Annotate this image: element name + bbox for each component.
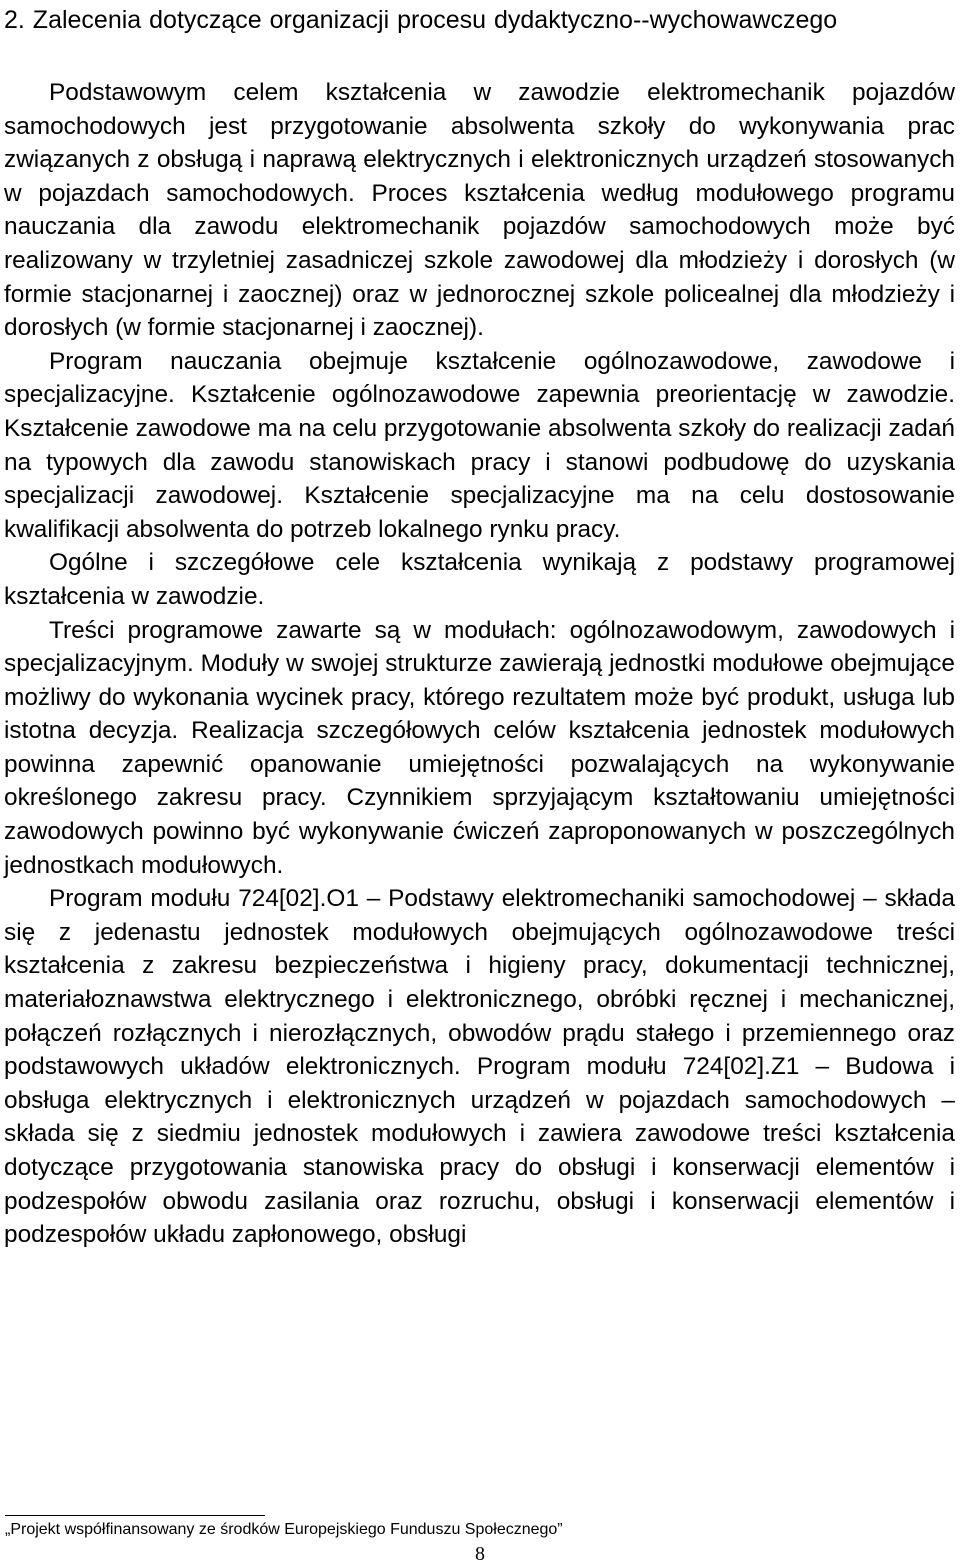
paragraph: Program nauczania obejmuje kształcenie ogólnozawodowe, zawodowe i specjalizacyjne. Kształcenie ogólnozawodowe zapewnia preorientację w zawodzie. Kształcenie zawodowe ma na celu przygotowanie absolwenta szkoły do realizacji zadań na typowych dla zawodu stanowiskach pracy i stanowi podbudowę do uzyskania specjalizacji zawodowej. Kształcenie specjalizacyjne ma na celu dostosowanie kwalifikacji absolwenta do potrzeb lokalnego rynku pracy. [4, 347, 955, 543]
document-page [4, 0, 955, 1252]
footer-divider [5, 1515, 265, 1516]
document-body [4, 76, 955, 1252]
paragraph: Podstawowym celem kształcenia w zawodzie elektromechanik pojazdów samochodowych jest przygotowanie absolwenta szkoły do wykonywania prac związanych z obsługą i naprawą elektrycznych i elektronicznych urządzeń stosowanych w pojazdach samochodowych. Proces kształcenia według modułowego programu nauczania dla zawodu elektromechanik pojazdów samochodowych może być realizowany w trzyletniej zasadniczej szkole zawodowej dla młodzieży i dorosłych (w formie stacjonarnej i zaocznej) oraz w jednorocznej szkole policealnej dla młodzieży i dorosłych (w formie stacjonarnej i zaocznej). [4, 79, 955, 342]
paragraph: Program modułu 724[02].O1 – Podstawy elektromechaniki samochodowej – składa się z jedenastu jednostek modułowych obejmujących ogólnozawodowe treści kształcenia z zakresu bezpieczeństwa i higieny pracy, dokumentacji technicznej, materiałoznawstwa elektrycznego i elektronicznego, obróbki ręcznej i mechanicznej, połączeń rozłącznych i nierozłącznych, obwodów prądu stałego i przemiennego oraz podstawowych układów elektronicznych. Program modułu 724[02].Z1 – Budowa i obsługa elektrycznych i elektronicznych urządzeń w pojazdach samochodowych – składa się z siedmiu jednostek modułowych i zawiera zawodowe treści kształcenia dotyczące przygotowania stanowiska pracy do obsługi i konserwacji elementów i podzespołów obwodu zasilania oraz rozruchu, obsługi i konserwacji elementów i podzespołów układu zapłonowego, obsługi [4, 885, 955, 1249]
funding-note: „Projekt współfinansowany ze środków Europejskiego Funduszu Społecznego” [5, 1521, 563, 1538]
paragraph: Ogólne i szczegółowe cele kształcenia wynikają z podstawy programowej kształcenia w zawodzie. [4, 549, 955, 610]
paragraph: Treści programowe zawarte są w modułach: ogólnozawodowym, zawodowych i specjalizacyjnym. Moduły w swojej strukturze zawierają jednostki modułowe obejmujące możliwy do wykonania wycinek pracy, którego rezultatem może być produkt, usługa lub istotna decyzja. Realizacja szczegółowych celów kształcenia jednostek modułowych powinna zapewnić opanowanie umiejętności pozwalających na wykonywanie określonego zakresu pracy. Czynnikiem sprzyjającym kształtowaniu umiejętności zawodowych powinno być wykonywanie ćwiczeń zaproponowanych w poszczególnych jednostkach modułowych. [4, 616, 955, 879]
section-heading: 2. Zalecenia dotyczące organizacji procesu dydaktyczno--wychowawczego [4, 6, 838, 34]
page-number: 8 [475, 1543, 485, 1565]
